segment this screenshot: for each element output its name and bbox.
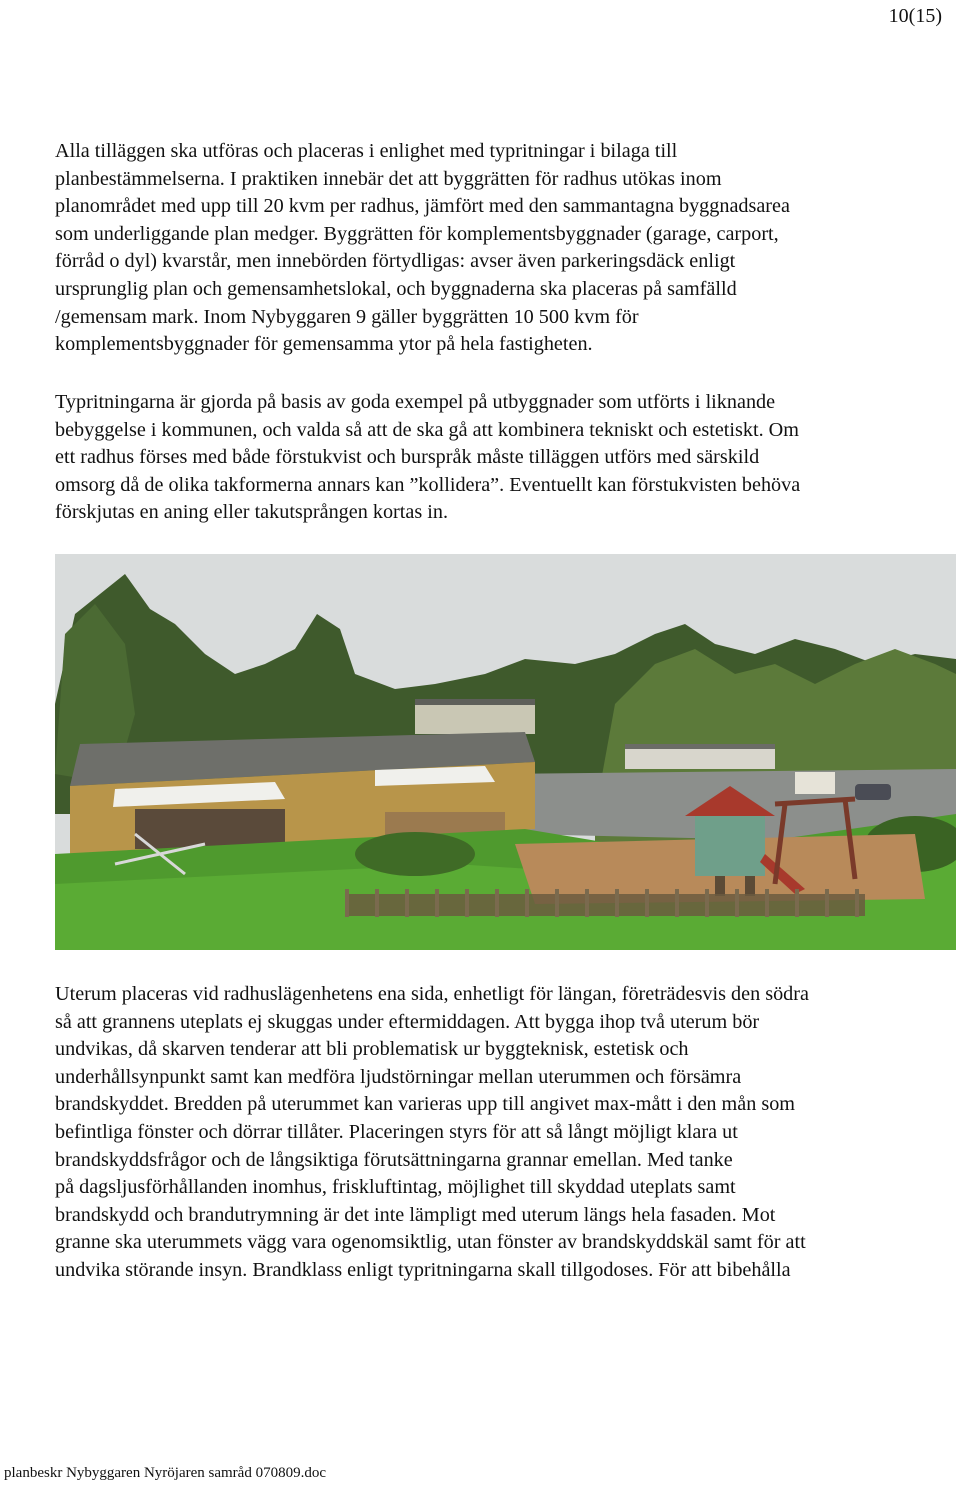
distant-building-2-roof [625, 744, 775, 749]
bush-1 [355, 832, 475, 876]
fence [345, 894, 865, 916]
page-number: 10(15) [888, 5, 942, 27]
distant-building-1 [415, 704, 535, 734]
housing-area-photo [55, 554, 956, 950]
distant-building-2 [625, 749, 775, 769]
playhouse-support-2 [745, 876, 755, 896]
paragraph-type-drawings: Typritningarna är gjorda på basis av goda exempel på utbyggnader som utförts i liknande bebyggelse i kommunen, och valda så att de ska gå att kombinera tekniskt och estetiskt. Om ett radhus förses med både förstukvist och burspråk måste tilläggen utförs med särskild omsorg då de olika takformerna annars kan ”kollidera”. Eventuellt kan förstukvisten behöva förskjutas en aning eller takutsprången kortas in. [55, 391, 801, 524]
photo-illustration [55, 554, 956, 950]
paragraph-building-rights: Alla tilläggen ska utföras och placeras i enlighet med typritningar i bilaga till planbestämmelserna. I praktiken innebär det att byggrätten för radhus utökas inom planområdet med upp till 20 kvm per radhus, jämfört med den sammantagna byggnadsarea som underliggande plan medger. Byggrätten för komplementsbyggnader (garage, carport, förråd o dyl) kvarstår, men innebörden förtydligas: avser även parkeringsdäck enligt ursprunglig plan och gemensamhetslokal, och byggnaderna ska placeras på samfälld /gemensam mark. Inom Nybyggaren 9 gäller byggrätten 10 500 kvm för komplementsbyggnader för gemensamma ytor på hela fastigheten. [55, 140, 790, 356]
playhouse-support [715, 876, 725, 896]
car [855, 784, 891, 800]
playhouse-body [695, 816, 765, 876]
caravan [795, 772, 835, 794]
paragraph-sunroom: Uterum placeras vid radhuslägenhetens ena sida, enhetligt för längan, företrädesvis den södra så att grannens uteplats ej skuggas under eftermiddagen. Att bygga ihop två uterum bör undvikas, då skarven tenderar att bli problematisk ur byggteknisk, estetisk och underhållsynpunkt samt kan medföra ljudstörningar mellan uterummen och försämra brandskyddet. Bredden på uterummet kan varieras upp till angivet max-mått i den mån som befintliga fönster och dörrar tillåter. Placeringen styrs för att så långt möjligt klara ut brandskyddsfrågor och de långsiktiga förutsättningarna grannar emellan. Med tanke på dagsljusförhållanden inomhus, friskluftintag, möjlighet till skyddad uteplats samt brandskydd och brandutrymning är det inte lämpligt med uterum längs hela fasaden. Mot granne ska uterummets vägg vara ogenomsiktlig, utan fönster av brandskyddskäl samt för att undvika störande insyn. Brandklass enligt typritningarna skall tillgodoses. För att bibehålla [55, 983, 809, 1281]
distant-building-1-roof [415, 699, 535, 705]
footer-filename: planbeskr Nybyggaren Nyröjaren samråd 070809.doc [4, 1465, 326, 1481]
